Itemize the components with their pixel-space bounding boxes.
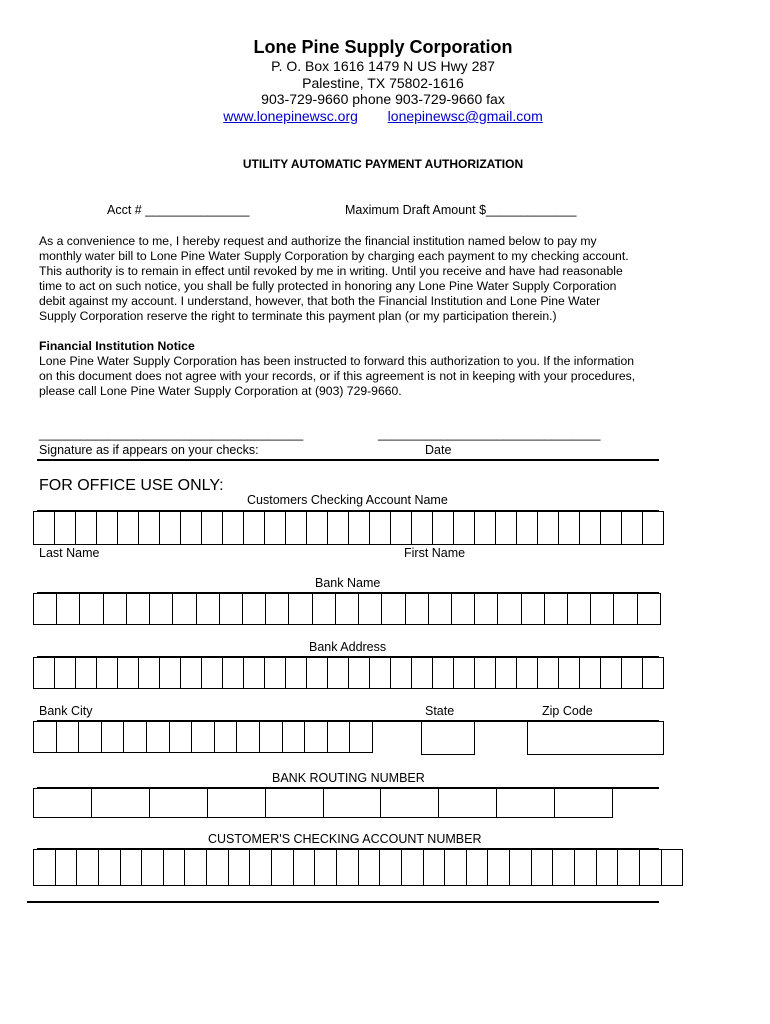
grid-cell[interactable] bbox=[487, 849, 509, 886]
grid-cell[interactable] bbox=[558, 511, 579, 545]
grid-cell[interactable] bbox=[33, 511, 54, 545]
grid-cell[interactable] bbox=[579, 511, 600, 545]
grid-cell[interactable] bbox=[169, 721, 192, 753]
company-name: Lone Pine Supply Corporation bbox=[253, 37, 513, 57]
grid-cell[interactable] bbox=[496, 788, 554, 818]
grid-cell[interactable] bbox=[590, 593, 613, 625]
grid-cell[interactable] bbox=[163, 849, 185, 886]
grid-cell[interactable] bbox=[335, 593, 358, 625]
address-line-2: Palestine, TX 75802-1616 bbox=[302, 75, 464, 91]
grid-cell[interactable] bbox=[411, 657, 432, 689]
max-draft-field[interactable]: Maximum Draft Amount $_____________ bbox=[345, 203, 577, 217]
grid-cell[interactable] bbox=[369, 657, 390, 689]
grid-cell[interactable] bbox=[438, 788, 496, 818]
grid-cell[interactable] bbox=[172, 593, 195, 625]
grid-cell[interactable] bbox=[390, 657, 411, 689]
grid-cell[interactable] bbox=[55, 849, 77, 886]
grid-cell[interactable] bbox=[537, 511, 558, 545]
grid-cell[interactable] bbox=[304, 721, 327, 753]
grid-cell[interactable] bbox=[33, 721, 56, 753]
grid-cell[interactable] bbox=[327, 657, 348, 689]
grid-cell[interactable] bbox=[96, 511, 117, 545]
grid-cell[interactable] bbox=[390, 511, 411, 545]
grid-cell[interactable] bbox=[381, 593, 404, 625]
authorization-line: debit against my account. I understand, however, that both the Financial Institution and Lone Pine Water bbox=[39, 294, 601, 308]
grid-cell[interactable] bbox=[432, 657, 453, 689]
office-use-heading: FOR OFFICE USE ONLY: bbox=[39, 477, 224, 494]
grid-cell[interactable] bbox=[521, 593, 544, 625]
grid-cell[interactable] bbox=[207, 788, 265, 818]
grid-cell[interactable] bbox=[288, 593, 311, 625]
grid-cell[interactable] bbox=[642, 511, 664, 545]
grid-cell[interactable] bbox=[56, 721, 79, 753]
grid-cell[interactable] bbox=[293, 849, 315, 886]
grid-cell[interactable] bbox=[451, 593, 474, 625]
grid-cell[interactable] bbox=[236, 721, 259, 753]
signature-label: Signature as if appears on your checks: bbox=[39, 443, 259, 457]
grid-cell[interactable] bbox=[642, 657, 664, 689]
grid-cell[interactable] bbox=[117, 511, 138, 545]
grid-cell[interactable] bbox=[264, 511, 285, 545]
grid-cell[interactable] bbox=[474, 657, 495, 689]
bank-name-label: Bank Name bbox=[315, 576, 381, 590]
form-title: UTILITY AUTOMATIC PAYMENT AUTHORIZATION bbox=[242, 157, 524, 171]
notice-heading: Financial Institution Notice bbox=[39, 339, 195, 353]
grid-cell[interactable] bbox=[621, 511, 642, 545]
grid-cell[interactable] bbox=[323, 788, 381, 818]
grid-cell[interactable] bbox=[428, 593, 451, 625]
grid-cell[interactable] bbox=[312, 593, 335, 625]
authorization-line: Supply Corporation reserve the right to terminate this payment plan (or my participation therein.) bbox=[39, 309, 557, 323]
grid-cell[interactable] bbox=[661, 849, 684, 886]
grid-cell[interactable] bbox=[285, 657, 306, 689]
grid-cell[interactable] bbox=[76, 849, 98, 886]
notice-block bbox=[39, 339, 679, 399]
grid-cell[interactable] bbox=[349, 721, 373, 753]
grid-cell[interactable] bbox=[621, 657, 642, 689]
grid-cell[interactable] bbox=[54, 657, 75, 689]
grid-cell[interactable] bbox=[56, 593, 79, 625]
grid-cell[interactable] bbox=[579, 657, 600, 689]
checking-name-grid[interactable] bbox=[33, 511, 664, 545]
grid-cell[interactable] bbox=[228, 849, 250, 886]
last-name-label: Last Name bbox=[39, 546, 100, 560]
grid-cell[interactable] bbox=[206, 849, 228, 886]
grid-cell[interactable] bbox=[138, 511, 159, 545]
website-link[interactable]: www.lonepinewsc.org bbox=[223, 108, 358, 124]
account-number-grid[interactable] bbox=[33, 849, 683, 886]
grid-cell[interactable] bbox=[123, 721, 146, 753]
grid-cell[interactable] bbox=[242, 593, 265, 625]
grid-cell[interactable] bbox=[516, 657, 537, 689]
state-box[interactable] bbox=[421, 721, 475, 755]
email-link[interactable]: lonepinewsc@gmail.com bbox=[387, 108, 543, 124]
notice-line: on this document does not agree with your records, or if this agreement is not in keeping with your procedures, bbox=[39, 369, 636, 383]
grid-cell[interactable] bbox=[75, 657, 96, 689]
first-name-label: First Name bbox=[404, 546, 466, 560]
bank-city-label: Bank City bbox=[39, 704, 93, 718]
grid-cell[interactable] bbox=[600, 657, 621, 689]
checking-name-label: Customers Checking Account Name bbox=[247, 493, 448, 507]
grid-cell[interactable] bbox=[600, 511, 621, 545]
grid-cell[interactable] bbox=[98, 849, 120, 886]
grid-cell[interactable] bbox=[306, 511, 327, 545]
grid-cell[interactable] bbox=[243, 657, 264, 689]
date-line[interactable]: ________________________________ bbox=[378, 427, 601, 441]
grid-cell[interactable] bbox=[219, 593, 242, 625]
grid-cell[interactable] bbox=[574, 849, 596, 886]
grid-cell[interactable] bbox=[103, 593, 126, 625]
grid-cell[interactable] bbox=[138, 657, 159, 689]
routing-number-grid[interactable] bbox=[33, 788, 613, 818]
grid-cell[interactable] bbox=[33, 849, 55, 886]
grid-cell[interactable] bbox=[348, 657, 369, 689]
grid-cell[interactable] bbox=[423, 849, 445, 886]
grid-cell[interactable] bbox=[637, 593, 661, 625]
grid-cell[interactable] bbox=[558, 657, 579, 689]
grid-cell[interactable] bbox=[96, 657, 117, 689]
grid-cell[interactable] bbox=[453, 657, 474, 689]
grid-cell[interactable] bbox=[544, 593, 567, 625]
notice-line: please call Lone Pine Water Supply Corporation at (903) 729-9660. bbox=[39, 384, 402, 398]
bank-name-grid[interactable] bbox=[33, 593, 661, 625]
grid-cell[interactable] bbox=[379, 849, 401, 886]
authorization-line: monthly water bill to Lone Pine Water Supply Corporation by charging each payment to my checking account. bbox=[39, 249, 629, 263]
grid-cell[interactable] bbox=[259, 721, 282, 753]
grid-cell[interactable] bbox=[146, 721, 169, 753]
contact-links bbox=[0, 108, 768, 124]
grid-cell[interactable] bbox=[369, 511, 390, 545]
grid-cell[interactable] bbox=[141, 849, 163, 886]
grid-cell[interactable] bbox=[567, 593, 590, 625]
grid-cell[interactable] bbox=[285, 511, 306, 545]
grid-cell[interactable] bbox=[327, 511, 348, 545]
grid-cell[interactable] bbox=[33, 788, 91, 818]
signature-line[interactable]: ______________________________________ bbox=[39, 427, 304, 441]
authorization-line: As a convenience to me, I hereby request and authorize the financial institution named below to pay my bbox=[39, 234, 597, 248]
grid-cell[interactable] bbox=[613, 593, 636, 625]
grid-cell[interactable] bbox=[495, 511, 516, 545]
grid-cell[interactable] bbox=[466, 849, 488, 886]
grid-cell[interactable] bbox=[214, 721, 237, 753]
bottom-divider bbox=[27, 901, 659, 903]
state-label: State bbox=[425, 704, 455, 718]
grid-cell[interactable] bbox=[33, 593, 56, 625]
grid-cell[interactable] bbox=[91, 788, 149, 818]
grid-cell[interactable] bbox=[159, 657, 180, 689]
grid-cell[interactable] bbox=[149, 593, 172, 625]
zip-code-label: Zip Code bbox=[542, 704, 593, 718]
grid-cell[interactable] bbox=[314, 849, 336, 886]
grid-cell[interactable] bbox=[358, 849, 380, 886]
grid-cell[interactable] bbox=[444, 849, 466, 886]
grid-cell[interactable] bbox=[411, 511, 432, 545]
grid-cell[interactable] bbox=[180, 511, 201, 545]
grid-cell[interactable] bbox=[358, 593, 381, 625]
grid-cell[interactable] bbox=[405, 593, 428, 625]
acct-field[interactable]: Acct # _______________ bbox=[107, 203, 250, 217]
account-number-label: CUSTOMER'S CHECKING ACCOUNT NUMBER bbox=[208, 832, 482, 846]
grid-cell[interactable] bbox=[474, 593, 497, 625]
grid-cell[interactable] bbox=[78, 721, 101, 753]
phone-fax-line: 903-729-9660 phone 903-729-9660 fax bbox=[261, 91, 505, 107]
grid-cell[interactable] bbox=[201, 657, 222, 689]
grid-cell[interactable] bbox=[120, 849, 142, 886]
grid-cell[interactable] bbox=[249, 849, 271, 886]
notice-line: Lone Pine Water Supply Corporation has been instructed to forward this authorization to you. If the information bbox=[39, 354, 635, 368]
grid-cell[interactable] bbox=[432, 511, 453, 545]
grid-cell[interactable] bbox=[552, 849, 574, 886]
bank-address-grid[interactable] bbox=[33, 657, 664, 689]
grid-cell[interactable] bbox=[54, 511, 75, 545]
grid-cell[interactable] bbox=[149, 788, 207, 818]
grid-cell[interactable] bbox=[184, 849, 206, 886]
grid-cell[interactable] bbox=[537, 657, 558, 689]
grid-cell[interactable] bbox=[117, 657, 138, 689]
grid-cell[interactable] bbox=[33, 657, 54, 689]
zip-code-box[interactable] bbox=[527, 721, 664, 755]
grid-cell[interactable] bbox=[191, 721, 214, 753]
grid-cell[interactable] bbox=[271, 849, 293, 886]
grid-cell[interactable] bbox=[617, 849, 639, 886]
grid-cell[interactable] bbox=[639, 849, 661, 886]
grid-cell[interactable] bbox=[79, 593, 102, 625]
grid-cell[interactable] bbox=[531, 849, 553, 886]
grid-cell[interactable] bbox=[264, 657, 285, 689]
grid-cell[interactable] bbox=[282, 721, 305, 753]
grid-cell[interactable] bbox=[126, 593, 149, 625]
authorization-paragraph bbox=[39, 234, 679, 324]
grid-cell[interactable] bbox=[222, 657, 243, 689]
grid-cell[interactable] bbox=[474, 511, 495, 545]
grid-cell[interactable] bbox=[554, 788, 613, 818]
grid-cell[interactable] bbox=[159, 511, 180, 545]
bank-address-label: Bank Address bbox=[309, 640, 387, 654]
grid-cell[interactable] bbox=[196, 593, 219, 625]
grid-cell[interactable] bbox=[180, 657, 201, 689]
authorization-line: This authority is to remain in effect until revoked by me in writing. Until you receive and have had reasonable bbox=[39, 264, 623, 278]
grid-cell[interactable] bbox=[243, 511, 264, 545]
routing-number-label: BANK ROUTING NUMBER bbox=[272, 771, 425, 785]
grid-cell[interactable] bbox=[495, 657, 516, 689]
grid-cell[interactable] bbox=[306, 657, 327, 689]
grid-cell[interactable] bbox=[401, 849, 423, 886]
grid-cell[interactable] bbox=[101, 721, 124, 753]
authorization-line: time to act on such notice, you shall be fully protected in honoring any Lone Pine Water Supply Corporation bbox=[39, 279, 617, 293]
grid-cell[interactable] bbox=[380, 788, 438, 818]
grid-cell[interactable] bbox=[453, 511, 474, 545]
address-line-1: P. O. Box 1616 1479 N US Hwy 287 bbox=[271, 58, 495, 74]
date-label: Date bbox=[425, 443, 452, 457]
grid-cell[interactable] bbox=[348, 511, 369, 545]
grid-cell[interactable] bbox=[336, 849, 358, 886]
grid-cell[interactable] bbox=[201, 511, 222, 545]
grid-cell[interactable] bbox=[265, 788, 323, 818]
grid-cell[interactable] bbox=[327, 721, 350, 753]
grid-cell[interactable] bbox=[509, 849, 531, 886]
grid-cell[interactable] bbox=[516, 511, 537, 545]
grid-cell[interactable] bbox=[222, 511, 243, 545]
grid-cell[interactable] bbox=[497, 593, 520, 625]
divider bbox=[37, 459, 659, 461]
grid-cell[interactable] bbox=[596, 849, 618, 886]
bank-city-grid[interactable] bbox=[33, 721, 373, 753]
grid-cell[interactable] bbox=[75, 511, 96, 545]
grid-cell[interactable] bbox=[265, 593, 288, 625]
